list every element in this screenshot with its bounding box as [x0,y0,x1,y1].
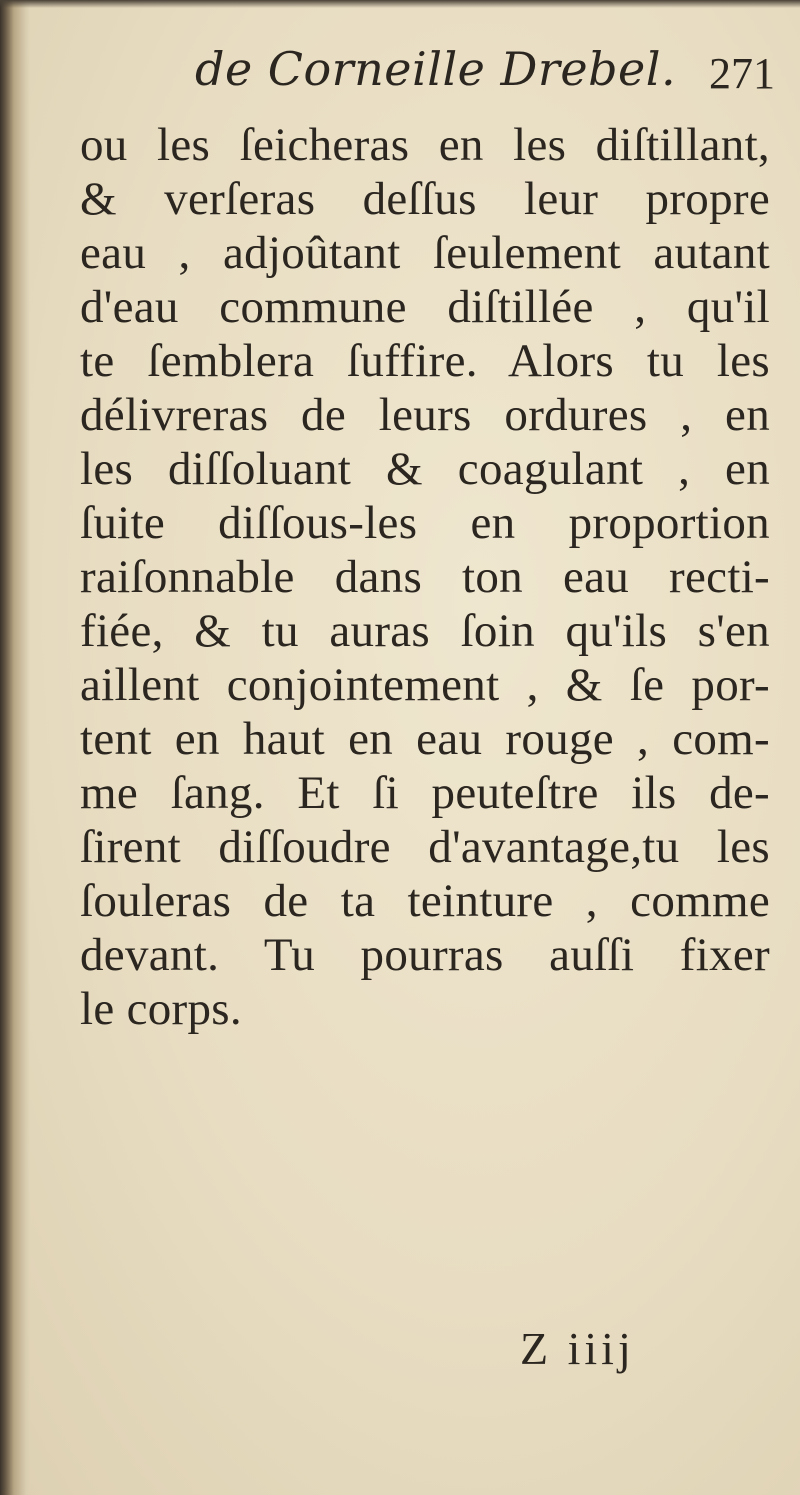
text-line: aillent conjointement , & ſe por- [80,659,770,711]
text-line: me ſang. Et ſi peuteſtre ils de- [80,767,770,819]
binding-edge [0,0,30,1495]
body-text [80,118,770,1036]
text-line: d'eau commune diſtillée , qu'il [80,281,770,333]
text-line: raiſonnable dans ton eau recti- [80,551,770,603]
text-line: ſuite diſſous-les en proportion [80,497,770,549]
text-line: devant. Tu pourras auſſi fixer [80,929,770,981]
page-number: 271 [709,49,775,98]
running-head [195,42,775,112]
text-line-last: le corps. [80,983,242,1035]
text-line: les diſſoluant & coagulant , en [80,443,770,495]
text-line: & verſeras deſſus leur propre [80,173,770,225]
text-line: tent en haut en eau rouge , com- [80,713,770,765]
text-line: ou les ſeicheras en les diſtillant, [80,119,770,171]
signature-mark: Z iiij [520,1323,635,1374]
text-line: fiée, & tu auras ſoin qu'ils s'en [80,605,770,657]
page-top-edge [0,0,800,8]
text-line: ſirent diſſoudre d'avantage,tu les [80,821,770,873]
text-line: eau , adjoûtant ſeulement autant [80,227,770,279]
running-title: de Corneille Drebel. [195,42,677,96]
text-line: ſouleras de ta teinture , comme [80,875,770,927]
text-line: te ſemblera ſuffire. Alors tu les [80,335,770,387]
text-line: délivreras de leurs ordures , en [80,389,770,441]
